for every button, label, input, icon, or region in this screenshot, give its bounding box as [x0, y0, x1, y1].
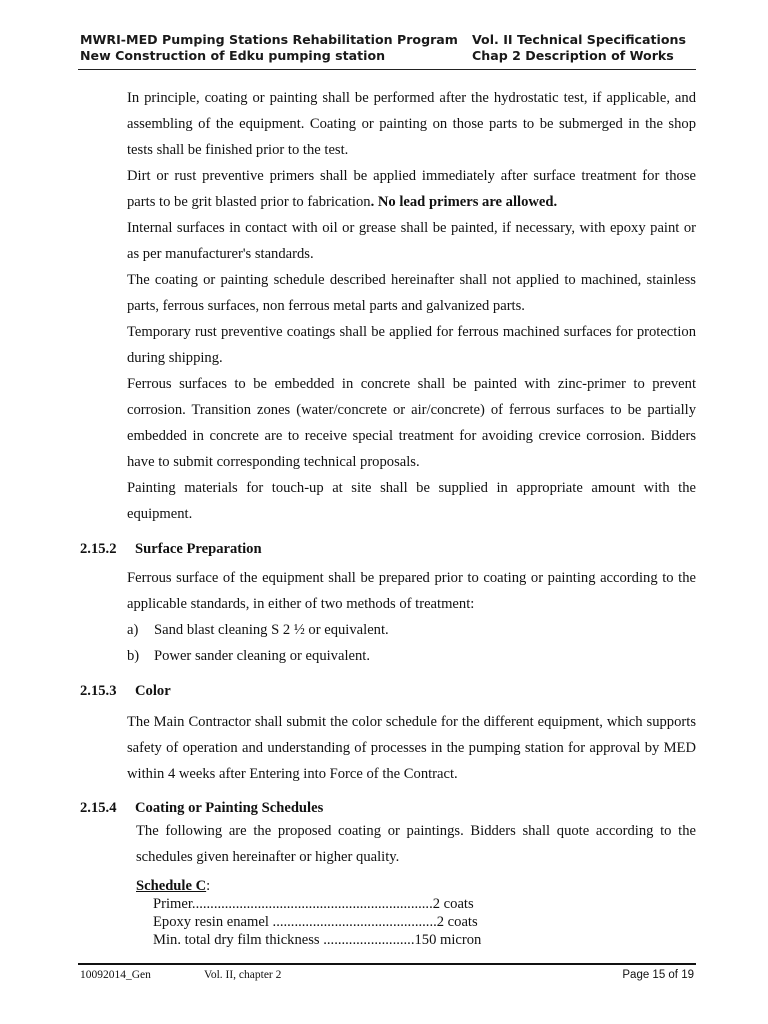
- header-project-title: New Construction of Edku pumping station: [80, 48, 386, 63]
- footer-volume: Vol. II, chapter 2: [204, 969, 282, 981]
- schedule-row-label: Epoxy resin enamel: [153, 914, 269, 930]
- section-title: Surface Preparation: [135, 541, 262, 557]
- list-item-text: Power sander cleaning or equivalent.: [154, 648, 370, 664]
- paragraph-embedded-surfaces: Ferrous surfaces to be embedded in concrete shall be painted with zinc-primer to prevent corrosion. Transition zones (water/concrete or air/concrete) of ferrous surfaces to be partially embedded in concrete are to receive special treatment for avoiding crevice corrosion. Bidders have to submit corresponding technical proposals.: [127, 376, 696, 470]
- schedule-c: [136, 877, 768, 949]
- header-program-title: MWRI-MED Pumping Stations Rehabilitation Program: [80, 32, 458, 47]
- schedule-row: Min. total dry film thickness .........................150 micron: [153, 932, 482, 948]
- section-heading-color: [80, 681, 768, 701]
- paragraph-primers: [127, 163, 696, 215]
- header-volume: Vol. II Technical Specifications: [472, 32, 686, 47]
- paragraph-schedule-exclusions: The coating or painting schedule described hereinafter shall not applied to machined, stainless parts, ferrous surfaces, non ferrous metal parts and galvanized parts.: [127, 272, 696, 314]
- section-number: 2.15.3: [80, 683, 117, 699]
- paragraph-touch-up: Painting materials for touch-up at site shall be supplied in appropriate amount with the equipment.: [127, 480, 696, 522]
- section-title: Color: [135, 683, 171, 699]
- schedule-row-value: 2 coats: [432, 896, 474, 912]
- paragraph-coating-timing: In principle, coating or painting shall be performed after the hydrostatic test, if applicable, and assembling of the equipment. Coating or painting on those parts to be submerged in the shop tests shall be finished prior to the test.: [127, 90, 696, 158]
- header-chapter: Chap 2 Description of Works: [472, 48, 674, 63]
- schedule-title: Schedule C: [136, 878, 207, 894]
- footer-divider: [78, 963, 696, 965]
- list-marker: a): [127, 622, 139, 638]
- footer-page-number: Page 15 of 19: [622, 969, 694, 981]
- list-item-text: Sand blast cleaning S 2 ½ or equivalent.: [154, 622, 389, 638]
- section-number: 2.15.2: [80, 541, 117, 557]
- schedule-row-value: 2 coats: [436, 914, 478, 930]
- schedule-row-value: 150 micron: [414, 932, 482, 948]
- paragraph-schedules-intro: The following are the proposed coating or paintings. Bidders shall quote according to the schedules given hereinafter or higher quality.: [136, 823, 696, 865]
- section-number: 2.15.4: [80, 800, 117, 816]
- section-title: Coating or Painting Schedules: [135, 800, 324, 816]
- paragraph-color: The Main Contractor shall submit the color schedule for the different equipment, which supports safety of operation and understanding of processes in the pumping station for approval by MED within 4 weeks after Entering into Force of the Contract.: [127, 714, 696, 782]
- schedule-row-label: Min. total dry film thickness: [153, 932, 320, 948]
- paragraph-temporary-coatings: Temporary rust preventive coatings shall be applied for ferrous machined surfaces for protection during shipping.: [127, 324, 696, 366]
- list-marker: b): [127, 648, 140, 664]
- footer-doc-id: 10092014_Gen: [80, 969, 151, 981]
- schedule-heading: [136, 877, 768, 895]
- paragraph-internal-surfaces: Internal surfaces in contact with oil or grease shall be painted, if necessary, with epoxy paint or as per manufacturer's standards.: [127, 220, 696, 262]
- header-divider: [78, 69, 696, 70]
- schedule-colon: :: [206, 878, 211, 894]
- header-left: [80, 32, 458, 64]
- section-heading-surface-preparation: [80, 539, 768, 559]
- header-right: [472, 32, 686, 64]
- primers-text: Dirt or rust preventive primers shall be applied immediately after surface treatment for those parts to be grit blasted prior to fabrication: [127, 168, 696, 210]
- schedule-row-label: Primer: [153, 896, 192, 912]
- document-body: [0, 85, 768, 949]
- paragraph-surface-preparation: Ferrous surface of the equipment shall be prepared prior to coating or painting according to the applicable standards, in either of two methods of treatment:: [127, 570, 696, 612]
- schedule-row: Epoxy resin enamel .............................................2 coats: [153, 914, 478, 930]
- section-heading-coating-schedules: [80, 798, 768, 818]
- schedule-row: Primer..................................................................2 coats: [153, 896, 474, 912]
- no-lead-note: . No lead primers are allowed.: [370, 194, 558, 210]
- list-item: [127, 643, 768, 669]
- list-item: [127, 617, 768, 643]
